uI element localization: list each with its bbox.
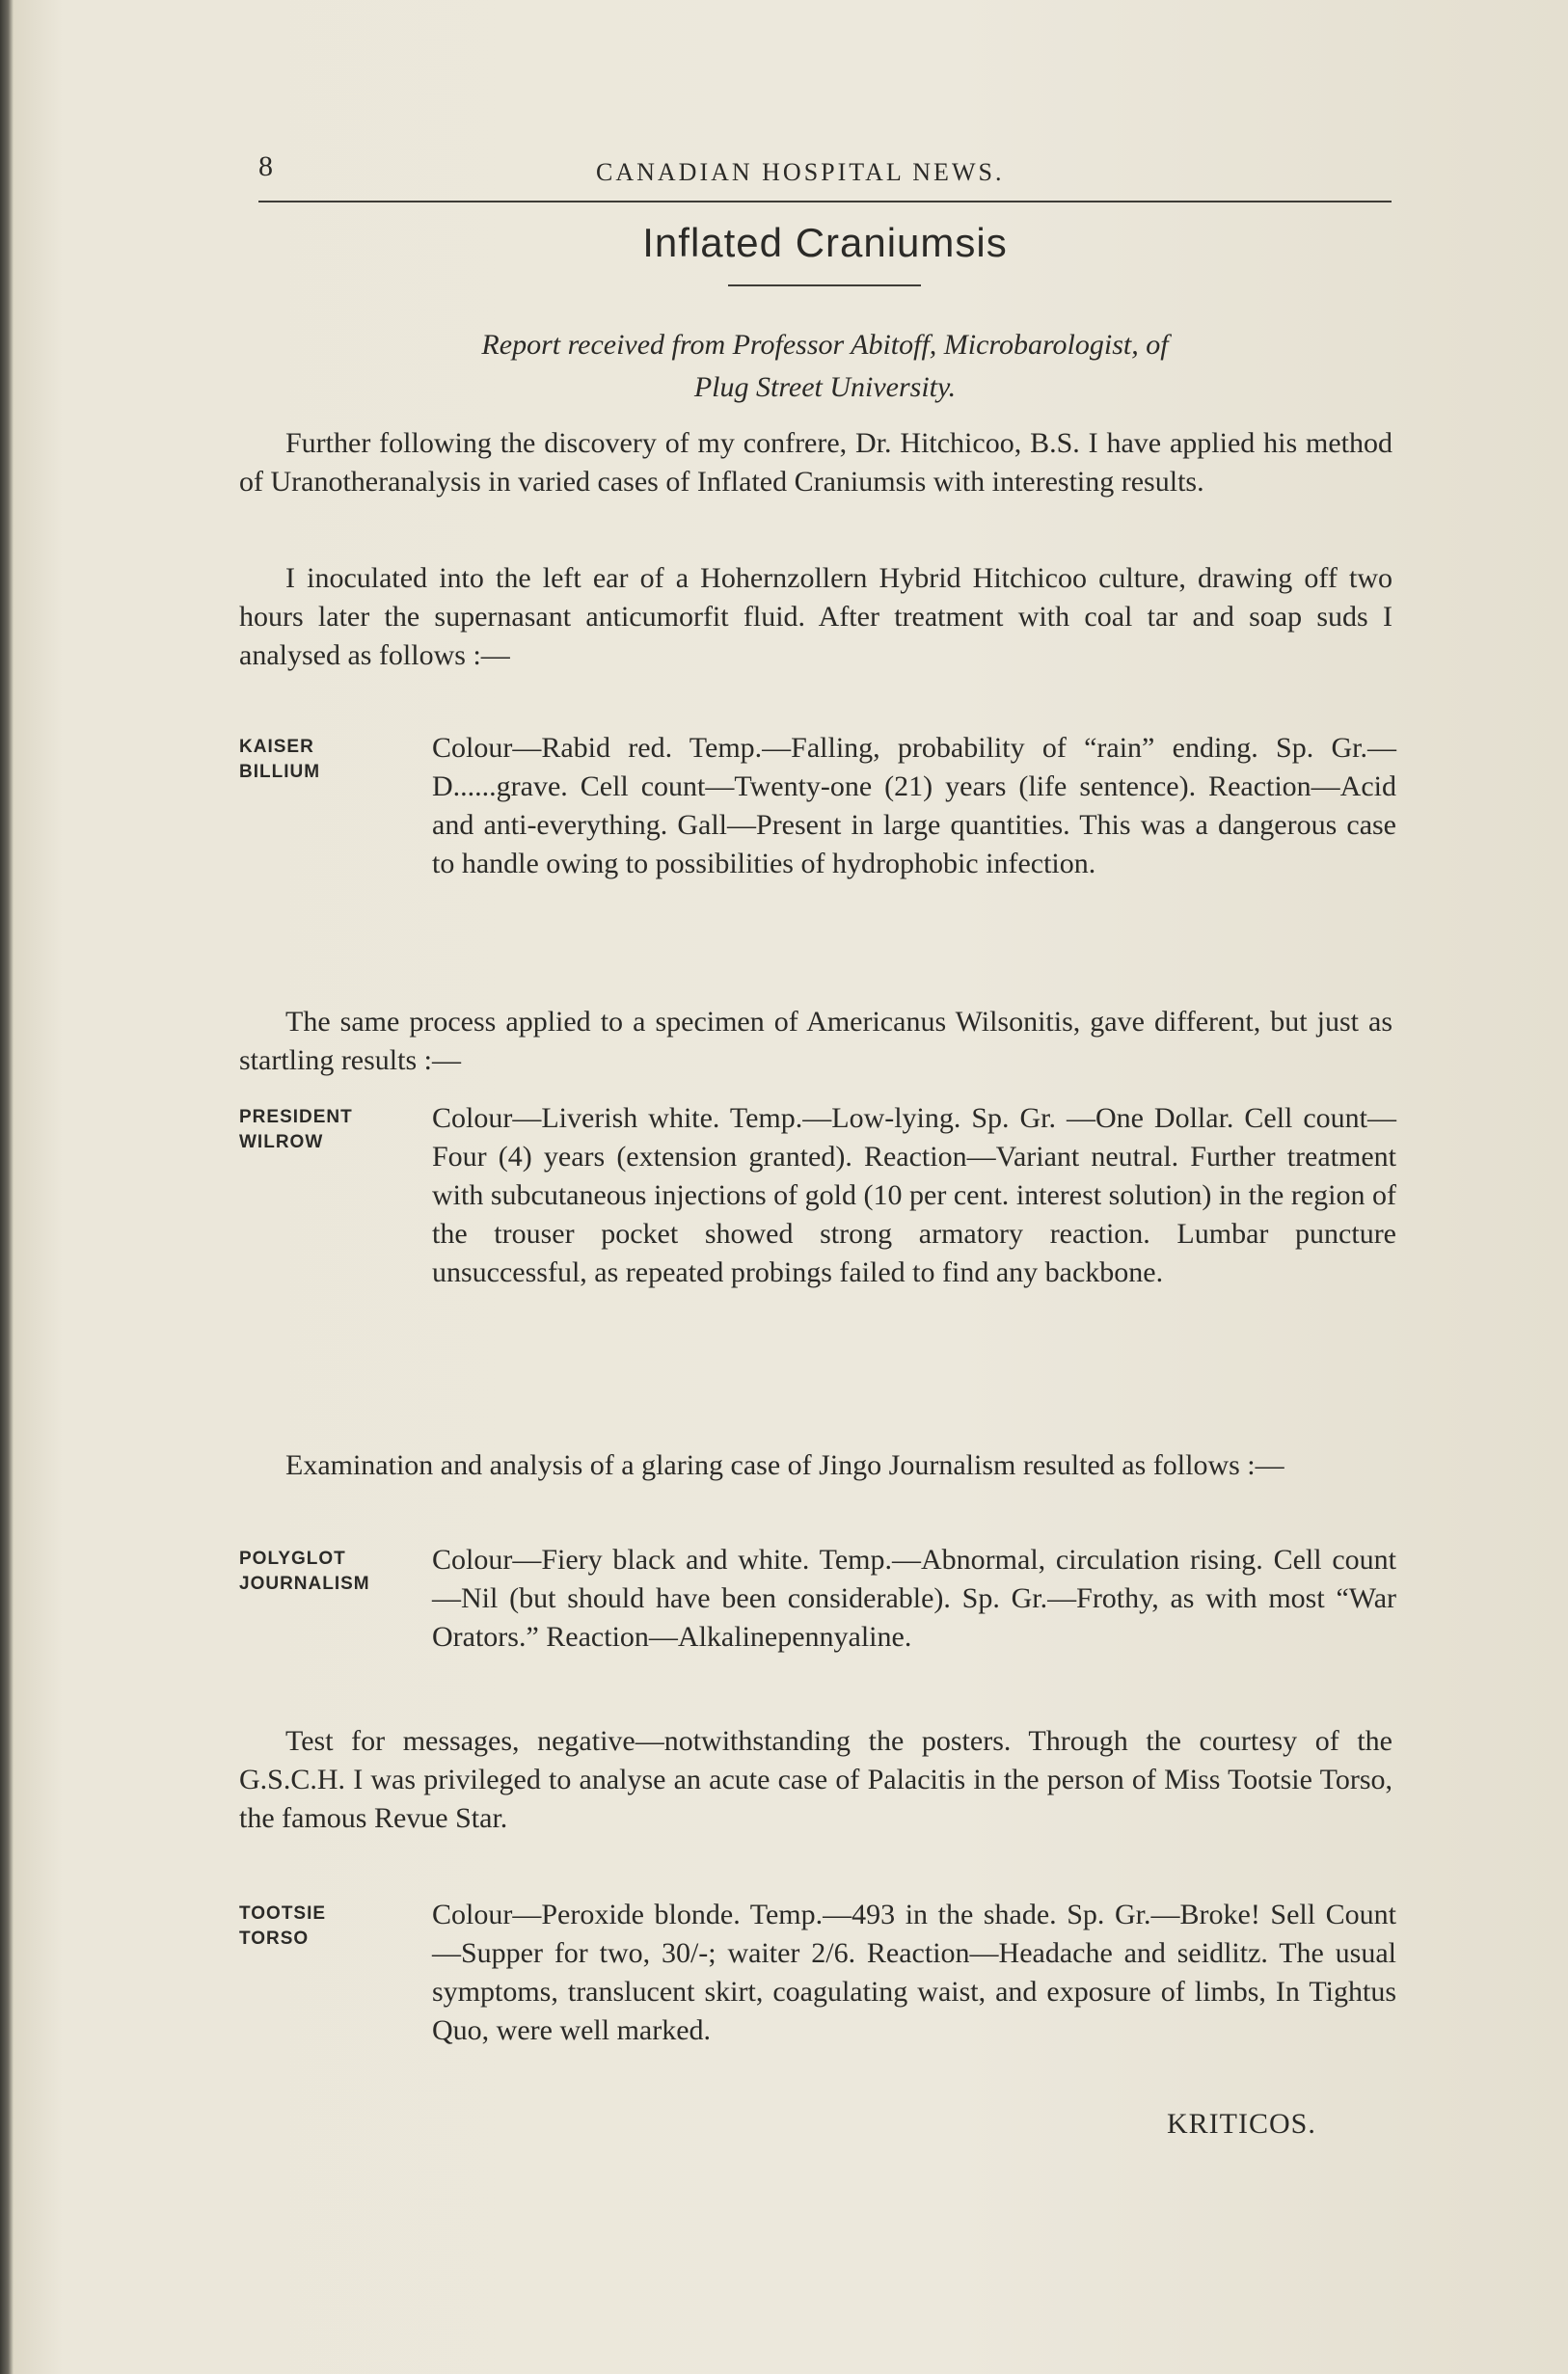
case-label (239, 1547, 432, 1597)
paragraph-jingo: Examination and analysis of a glaring case of Jingo Journalism resulted as follows :— (285, 1449, 1284, 1481)
case-text: Colour—Peroxide blonde. Temp.—493 in the shade. Sp. Gr.—Broke! Sell Count—Supper for two, 30/-; waiter 2/6. Reaction—Headache and seidlitz. The usual symptoms, translucent skirt, coagulating waist, and exposure of limbs, In Tightus Quo, were well marked. (432, 1899, 1396, 2046)
paragraph-intro: Further following the discovery of my confrere, Dr. Hitchicoo, B.S. I have applied his method of Uranotheranalysis in varied cases of Inflated Craniumsis with interesting results. (239, 427, 1392, 498)
case-label-line-2: JOURNALISM (239, 1574, 370, 1594)
title-rule (728, 284, 921, 286)
paragraph-inoculation: I inoculated into the left ear of a Hohernzollern Hybrid Hitchicoo culture, drawing off two hours later the supernasant anticumorfit fluid. After treatment with coal tar and soap suds I analysed as follows :— (239, 562, 1392, 671)
case-text: Colour—Liverish white. Temp.—Low-lying. Sp. Gr. —One Dollar. Cell count—Four (4) years (extension granted). Reaction—Variant neutral. Further treatment with subcutaneous injections of gold (10 per cent. interest solution) in the region of the trouser pocket showed strong armatory reaction. Lumbar puncture unsuccessful, as repeated probings failed to find any backbone. (432, 1102, 1396, 1288)
case-label (239, 735, 432, 785)
page-header (258, 145, 1392, 202)
subtitle-line-1: Report received from Professor Abitoff, Microbarologist, of (481, 329, 1169, 361)
case-label-line-2: BILLIUM (239, 762, 321, 782)
case-label-line-1: KAISER (239, 737, 314, 757)
case-label-line-1: POLYGLOT (239, 1549, 346, 1569)
article-title: Inflated Craniumsis (642, 220, 1008, 265)
paragraph-americanus: The same process applied to a specimen of Americanus Wilsonitis, gave different, but just as startling results :— (239, 1006, 1392, 1076)
header-rule (258, 201, 1392, 202)
article-subtitle (258, 324, 1392, 409)
case-label-line-1: TOOTSIE (239, 1903, 327, 1924)
case-text: Colour—Rabid red. Temp.—Falling, probability of “rain” ending. Sp. Gr.—D......grave. Cell count—Twenty-one (21) years (life sentence). Reaction—Acid and anti-everything. Gall—Present in large quantities. This was a dangerous case to handle owing to possibilities of hydrophobic infection. (432, 732, 1396, 879)
case-label (239, 1902, 432, 1952)
author-signature: KRITICOS. (1167, 2108, 1316, 2140)
paragraph-messages: Test for messages, negative—notwithstanding the posters. Through the courtesy of the G.S.C.H. I was privileged to analyse an acute case of Palacitis in the person of Miss Tootsie Torso, the famous Revue Star. (239, 1725, 1392, 1834)
case-text: Colour—Fiery black and white. Temp.—Abnormal, circulation rising. Cell count—Nil (but should have been considerable). Sp. Gr.—Frothy, as with most “War Orators.” Reaction—Alkalinepennyaline. (432, 1544, 1396, 1653)
page-number: 8 (258, 150, 273, 182)
case-label-line-1: PRESIDENT (239, 1107, 353, 1127)
case-label (239, 1105, 432, 1155)
case-label-line-2: WILROW (239, 1132, 324, 1152)
case-label-line-2: TORSO (239, 1929, 310, 1949)
subtitle-line-2: Plug Street University. (693, 371, 957, 403)
running-head: CANADIAN HOSPITAL NEWS. (596, 158, 1005, 186)
binding-edge (0, 0, 14, 2374)
